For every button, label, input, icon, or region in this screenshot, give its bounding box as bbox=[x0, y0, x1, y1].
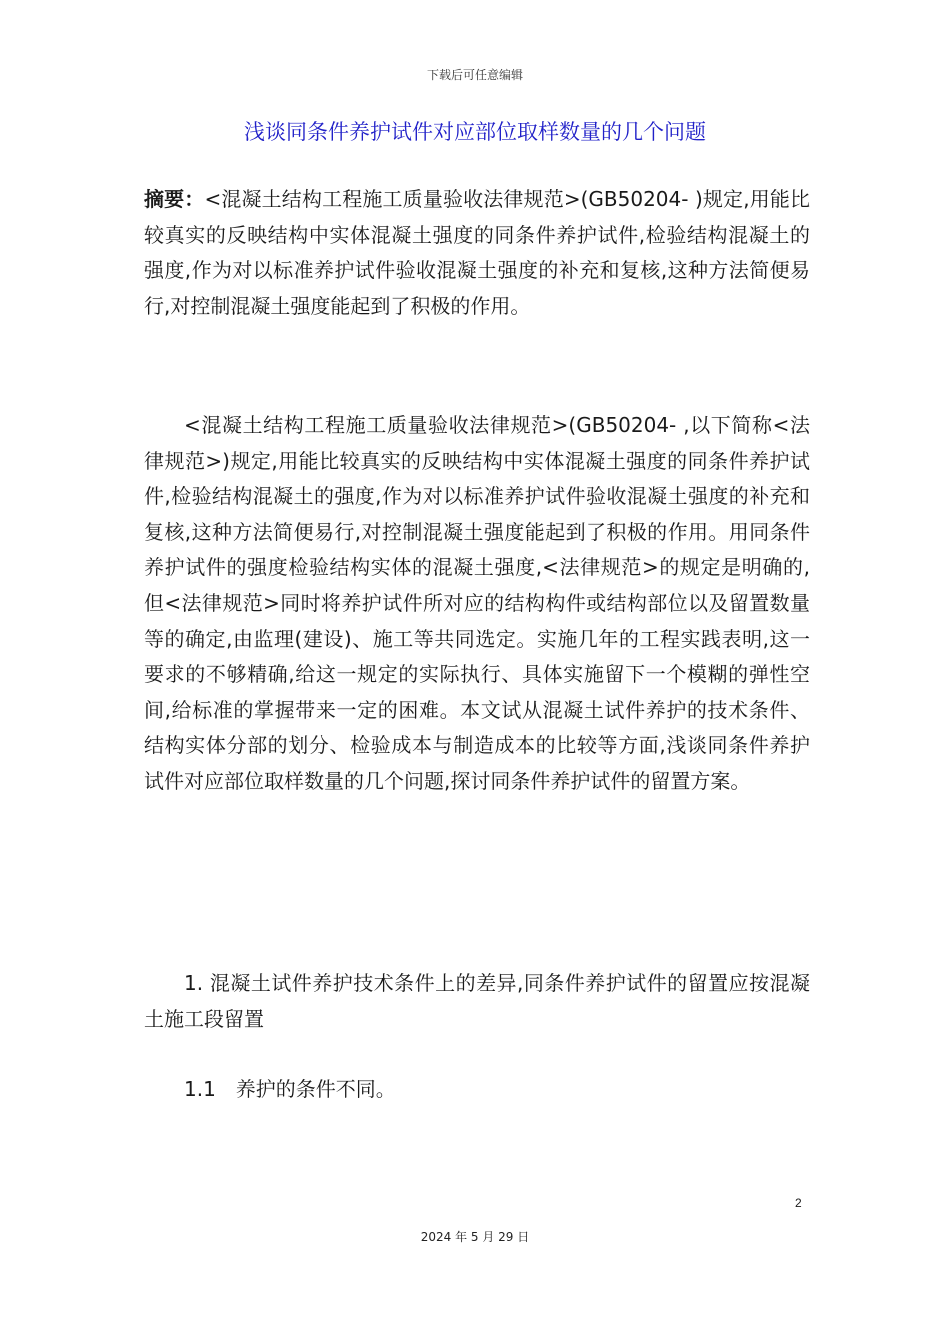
abstract-text: <混凝土结构工程施工质量验收法律规范>(GB50204- )规定,用能比较真实的反映结构中实体混凝土强度的同条件养护试件,检验结构混凝土的强度,作为对以标准养护试件验收混凝土强度的补充和复核,这种方法简便易行,对控制混凝土强度能起到了积极的作用。 bbox=[144, 187, 811, 318]
abstract bbox=[144, 182, 810, 324]
document-title: 浅谈同条件养护试件对应部位取样数量的几个问题 bbox=[244, 120, 706, 144]
section-heading-1: 1. 混凝土试件养护技术条件上的差异,同条件养护试件的留置应按混凝土施工段留置 bbox=[144, 971, 810, 1031]
intro-paragraph: <混凝土结构工程施工质量验收法律规范>(GB50204- ,以下简称<法律规范>)规定,用能比较真实的反映结构中实体混凝土强度的同条件养护试件,检验结构混凝土的强度,作为对以标准养护试件验收混凝土强度的补充和复核,这种方法简便易行,对控制混凝土强度能起到了积极的作用。用同条件养护试件的强度检验结构实体的混凝土强度,<法律规范>的规定是明确的,但<法律规范>同时将养护试件所对应的结构构件或结构部位以及留置数量等的确定,由监理(建设)、施工等共同选定。实施几年的工程实践表明,这一要求的不够精确,给这一规定的实际执行、具体实施留下一个模糊的弹性空间,给标准的掌握带来一定的困难。本文试从混凝土试件养护的技术条件、结构实体分部的划分、检验成本与制造成本的比较等方面,浅谈同条件养护试件对应部位取样数量的几个问题,探讨同条件养护试件的留置方案。 bbox=[144, 413, 810, 793]
footer-date: 2024 年 5 月 29 日 bbox=[420, 1230, 530, 1244]
abstract-label: 摘要： bbox=[144, 187, 205, 211]
section-heading-1-1: 1.1 养护的条件不同。 bbox=[184, 1077, 396, 1101]
page-number: 2 bbox=[795, 1196, 802, 1210]
page-header: 下载后可任意编辑 bbox=[426, 68, 523, 82]
